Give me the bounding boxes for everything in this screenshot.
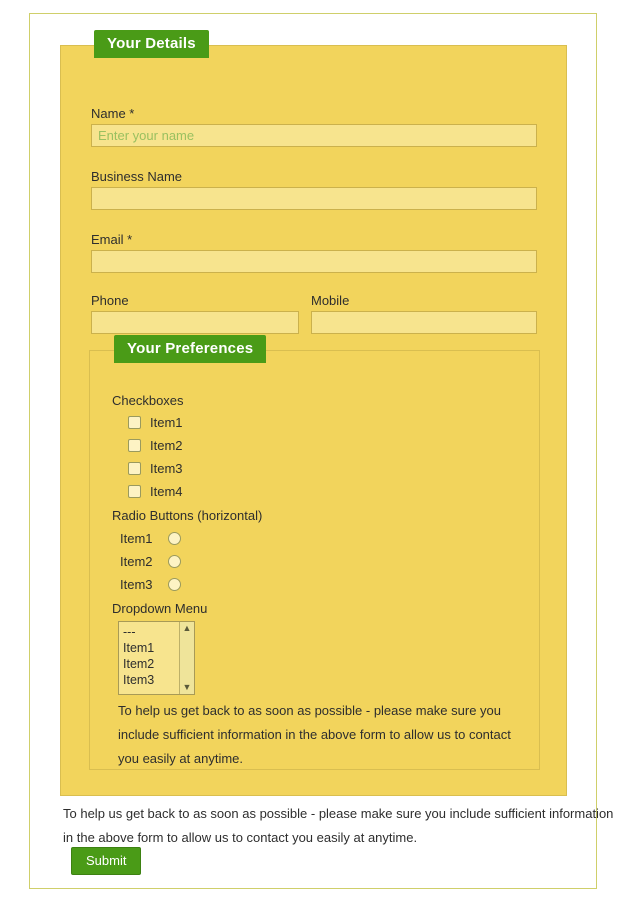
preferences-helper-text: To help us get back to as soon as possible - please make sure you include sufficient information in the above form to allow us to contact you easily at anytime. [118, 703, 511, 766]
email-label: Email * [91, 232, 133, 247]
your-preferences-fieldset [89, 340, 540, 770]
chevron-down-icon[interactable]: ▼ [182, 682, 192, 692]
name-input[interactable] [91, 124, 537, 147]
radio-item-1[interactable] [120, 531, 181, 546]
radio-buttons-title: Radio Buttons (horizontal) [112, 508, 263, 523]
checkbox-icon[interactable] [128, 439, 141, 452]
checkbox-item-4[interactable] [128, 484, 183, 499]
checkbox-icon[interactable] [128, 485, 141, 498]
checkbox-item-3[interactable] [128, 461, 183, 476]
name-label: Name * [91, 106, 135, 121]
checkbox-label: Item4 [150, 484, 183, 499]
checkbox-item-2[interactable] [128, 438, 183, 453]
radio-item-3[interactable] [120, 577, 181, 592]
checkboxes-title: Checkboxes [112, 393, 184, 408]
business-name-label: Business Name [91, 169, 183, 184]
mobile-input[interactable] [311, 311, 537, 334]
phone-label: Phone [91, 293, 129, 308]
dropdown-menu-title: Dropdown Menu [112, 601, 208, 616]
checkbox-icon[interactable] [128, 416, 141, 429]
business-name-input[interactable] [91, 187, 537, 210]
radio-icon[interactable] [168, 555, 181, 568]
radio-label: Item1 [120, 531, 153, 546]
checkbox-label: Item2 [150, 438, 183, 453]
phone-input[interactable] [91, 311, 299, 334]
submit-button[interactable]: Submit [71, 847, 141, 875]
contact-form [29, 13, 614, 889]
dropdown-option[interactable]: --- [123, 625, 136, 639]
checkbox-icon[interactable] [128, 462, 141, 475]
dropdown-options [119, 622, 179, 694]
dropdown-option[interactable]: Item3 [123, 673, 155, 687]
radio-item-2[interactable] [120, 554, 181, 569]
listbox-scrollbar[interactable] [179, 622, 194, 694]
checkbox-label: Item1 [150, 415, 183, 430]
mobile-label: Mobile [311, 293, 350, 308]
radio-icon[interactable] [168, 578, 181, 591]
radio-label: Item3 [120, 577, 153, 592]
email-input[interactable] [91, 250, 537, 273]
your-details-legend: Your Details [94, 30, 209, 58]
chevron-up-icon[interactable]: ▲ [182, 623, 192, 633]
checkbox-label: Item3 [150, 461, 183, 476]
dropdown-listbox[interactable] [118, 621, 195, 695]
radio-icon[interactable] [168, 532, 181, 545]
checkbox-item-1[interactable] [128, 415, 183, 430]
dropdown-option[interactable]: Item1 [123, 641, 155, 655]
form-helper-text: To help us get back to as soon as possible - please make sure you include sufficient information in the above form to allow us to contact you easily at anytime. [63, 806, 614, 845]
your-preferences-legend: Your Preferences [114, 335, 266, 363]
dropdown-option[interactable]: Item2 [123, 657, 155, 671]
radio-label: Item2 [120, 554, 153, 569]
your-details-fieldset [60, 35, 567, 796]
